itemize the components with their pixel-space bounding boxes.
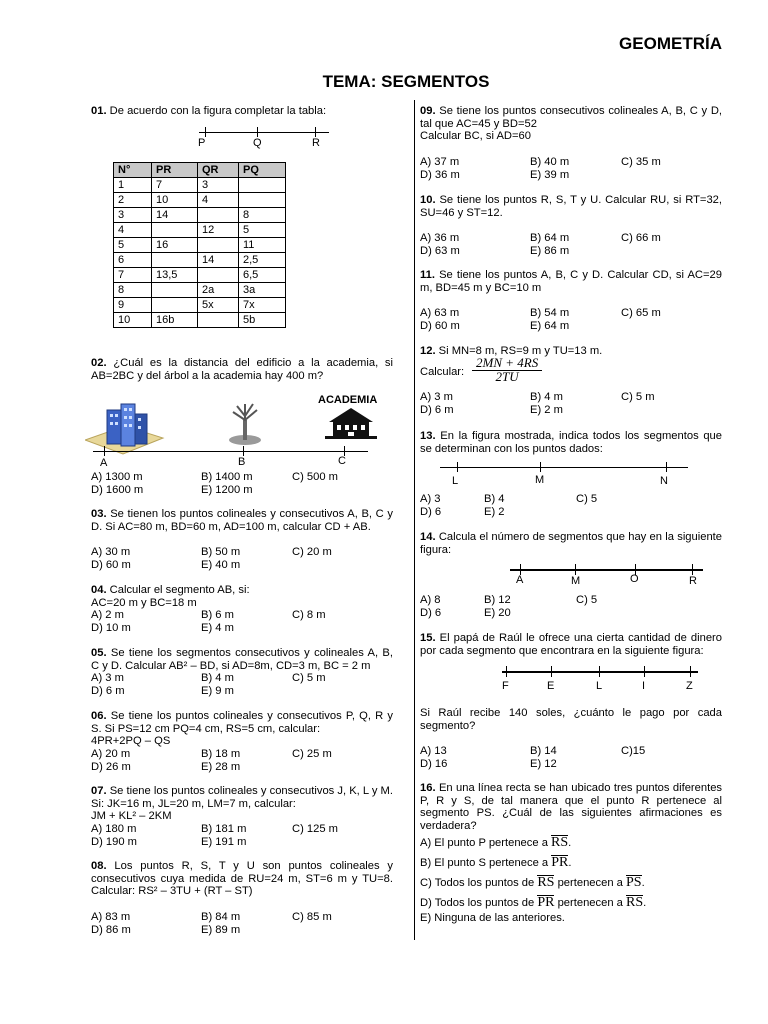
table-cell[interactable] [152,253,198,268]
option[interactable]: D) 36 m [420,169,460,181]
option[interactable]: D) 16 [420,758,448,770]
table-row [114,238,286,253]
question-06 [91,710,393,748]
option[interactable]: E) 191 m [201,836,247,848]
question-15 [420,632,722,657]
table-cell: 9 [114,298,152,313]
question-text: Se tiene los puntos R, S, T y U. Calcular RU, si RT=32, SU=46 y ST=12. [420,194,723,219]
option[interactable]: E) 40 m [201,559,241,571]
question-number: 12. [420,345,436,357]
table-header: N° [114,163,152,178]
option-text: B) El punto S pertenece a [420,857,549,869]
tick-a [104,446,105,456]
table-cell: 16b [152,313,198,328]
question-number: 11. [420,269,435,281]
question-number: 07. [91,785,107,797]
table-cell: 2 [114,193,152,208]
option-c[interactable] [420,875,645,890]
table-cell: 2,5 [239,253,286,268]
option[interactable]: E) 12 [530,758,557,770]
table-header: PR [152,163,198,178]
option[interactable]: A) 83 m [91,911,131,923]
table-cell[interactable] [198,208,239,223]
option[interactable]: E) 2 m [530,404,563,416]
option[interactable]: D) 190 m [91,836,138,848]
segment-line-pqr [199,132,329,133]
tick-e [551,666,552,677]
table-header: QR [198,163,239,178]
question-text: Se tiene los puntos colineales y consecutivos P, Q, R y S. Si PS=12 cm PQ=4 cm, RS=5 cm, calcular: [91,710,394,735]
option[interactable]: C) 85 m [292,911,332,923]
table-row [114,178,286,193]
table-row [114,193,286,208]
option-e[interactable]: E) Ninguna de las anteriores. [420,912,565,924]
building-illustration [85,398,165,458]
option[interactable]: B) 1400 m [201,471,253,483]
question-text: ¿Cuál es la distancia del edificio a la academia, si AB=2BC y del árbol a la academia hay 400 m? [91,357,394,382]
table-cell[interactable] [198,313,239,328]
option[interactable]: E) 28 m [201,761,241,773]
academia-label: ACADEMIA [318,394,378,406]
table-cell: 6,5 [239,268,286,283]
question-number: 16. [420,782,436,794]
table-cell: 4 [198,193,239,208]
option[interactable]: D) 1600 m [91,484,144,496]
point-label: N [660,475,668,487]
tick-p [205,127,206,137]
calc-label: Calcular: [420,366,465,378]
option[interactable]: D) 60 m [420,320,460,332]
question-number: 14. [420,531,436,543]
question-15-followup [420,707,722,732]
option-text: A) El punto P pertenece a [420,837,548,849]
option[interactable]: A) 180 m [91,823,137,835]
point-label: P [198,137,206,149]
table-row [114,223,286,238]
fraction-denominator: 2TU [495,368,519,384]
option[interactable]: C) 125 m [292,823,339,835]
table-cell: 11 [239,238,286,253]
question-text: Se tiene los segmentos consecutivos y colineales A, B, C y D. Calcular AB² – BD, si AD=8m, CD=3 m, BC = 2 m [91,647,393,672]
option[interactable]: D) 86 m [91,924,131,936]
option[interactable]: B) 181 m [201,823,247,835]
table-cell: 3 [198,178,239,193]
option[interactable]: C) 8 m [292,609,326,621]
table-cell: 3a [239,283,286,298]
table-header: PQ [239,163,286,178]
option[interactable]: C) 66 m [621,232,661,244]
tick-m [575,564,576,575]
option[interactable]: A) 13 [420,745,447,757]
table-row [114,253,286,268]
option[interactable]: C) 500 m [292,471,339,483]
option[interactable]: E) 4 m [201,622,234,634]
point-label: M [571,575,581,587]
question-text: Calcular BC, si AD=60 [420,130,531,142]
table-cell[interactable] [239,193,286,208]
question-number: 01. [91,105,107,117]
segment-line-feliz [502,671,698,673]
question-text: 4PR+2PQ – QS [91,735,171,747]
segment-notation: PR [551,855,569,870]
question-number: 10. [420,194,436,206]
table-row [114,313,286,328]
column-divider [414,100,415,940]
option[interactable]: E) 1200 m [201,484,253,496]
table-cell: 10 [152,193,198,208]
segment-line-lmn [440,467,688,468]
option-text: pertenecen a [557,877,623,889]
option-text: . [568,837,572,849]
question-09 [420,105,722,143]
segment-notation: RS [626,895,644,910]
table-cell: 2a [198,283,239,298]
point-label: F [502,680,509,692]
option[interactable]: B) 40 m [530,156,570,168]
table-cell[interactable] [152,298,198,313]
question-text: Se tiene los puntos colineales y consecutivos J, K, L y M. Si: JK=16 m, JL=20 m, LM=7 m, calcular: [91,785,393,810]
option-text: C) Todos los puntos de [420,877,535,889]
question-16 [420,782,722,832]
option[interactable]: E) 64 m [530,320,570,332]
segment-notation: RS [551,835,569,850]
question-number: 06. [91,710,107,722]
tick-l [599,666,600,677]
question-text: El papá de Raúl le ofrece una cierta cantidad de dinero por cada segmento que encontrara en la siguiente figura: [420,632,722,657]
tick-r [692,564,693,575]
tree-illustration [225,402,265,446]
question-07 [91,785,393,823]
point-label: L [596,680,603,692]
option[interactable]: C) 5 m [621,391,655,403]
option-b[interactable] [420,855,571,870]
question-number: 09. [420,105,436,117]
segments-table [113,162,286,328]
segment-notation: PR [537,895,555,910]
option[interactable]: B) 4 [484,493,505,505]
question-01 [91,105,393,118]
table-cell: 1 [114,178,152,193]
point-label: A [516,574,524,586]
question-text: Si Raúl recibe 140 soles, ¿cuánto le pago por cada segmento? [420,707,722,732]
option[interactable]: B) 12 [484,594,511,606]
fraction-numerator: 2MN + 4RS [472,357,542,371]
option[interactable]: B) 18 m [201,748,241,760]
page-title: TEMA: SEGMENTOS [322,72,490,91]
question-04 [91,584,393,609]
option[interactable]: C)15 [621,745,646,757]
segment-notation: RS [537,875,555,890]
option[interactable]: A) 30 m [91,546,131,558]
segment-notation: PS [626,875,642,890]
question-14 [420,531,722,556]
option[interactable]: B) 6 m [201,609,234,621]
question-text: Se tienen los puntos colineales y consecutivos A, B, C y D. Si AC=80 m, BD=60 m, AD=100 m, calcular CD + AB. [91,508,393,533]
option[interactable]: A) 1300 m [91,471,143,483]
tick-m [540,462,541,472]
table-cell: 14 [152,208,198,223]
point-label: R [689,575,697,587]
option[interactable]: C) 5 m [292,672,326,684]
option-text: . [643,897,647,909]
question-text: Calcula el número de segmentos que hay en la siguiente figura: [420,531,723,556]
question-11 [420,269,722,294]
point-label: Z [686,680,693,692]
option[interactable]: B) 54 m [530,307,570,319]
tick-q [257,127,258,137]
table-cell: 16 [152,238,198,253]
option[interactable]: E) 20 [484,607,511,619]
option[interactable]: A) 3 m [91,672,124,684]
question-text: AC=20 m y BC=18 m [91,596,197,609]
question-text: Los puntos R, S, T y U son puntos colineales y consecutivos cuya medida de RU=24 m, ST=6 m y TU=8. Calcular: RS² – 3TU + (RT – ST) [91,860,394,897]
table-cell[interactable] [198,238,239,253]
question-05 [91,647,393,672]
table-cell: 5b [239,313,286,328]
point-label: E [547,680,555,692]
question-number: 05. [91,647,107,659]
question-text: En la figura mostrada, indica todos los segmentos que se determinan con los puntos dados: [420,430,722,455]
question-number: 13. [420,430,436,442]
table-cell: 5 [239,223,286,238]
tick-l [457,462,458,472]
option[interactable]: D) 60 m [91,559,131,571]
option[interactable]: A) 3 [420,493,441,505]
option[interactable]: A) 8 [420,594,441,606]
table-cell: 8 [239,208,286,223]
point-label: B [238,456,246,468]
option[interactable]: B) 64 m [530,232,570,244]
question-text: De acuerdo con la figura completar la tabla: [109,105,327,117]
option-text: . [568,857,572,869]
table-row [114,208,286,223]
tick-z [690,666,691,677]
table-cell: 7 [114,268,152,283]
segment-line-amor [510,569,703,571]
option[interactable]: C) 35 m [621,156,661,168]
question-text: En una línea recta se han ubicado tres puntos diferentes P, R y S, de tal manera que el punto R pertenece al segmento PS. ¿Cuál de las siguientes afirmaciones es verdadera? [420,782,723,832]
question-number: 04. [91,584,107,596]
table-cell: 7 [152,178,198,193]
option[interactable]: B) 4 m [201,672,234,684]
point-label: R [312,137,320,149]
question-10 [420,194,722,219]
table-cell: 6 [114,253,152,268]
option[interactable]: E) 9 m [201,685,234,697]
option[interactable]: D) 63 m [420,245,460,257]
option[interactable]: A) 20 m [91,748,131,760]
tick-i [644,666,645,677]
table-row [114,298,286,313]
point-label: Q [253,137,262,149]
table-cell: 5 [114,238,152,253]
question-03 [91,508,393,533]
question-13 [420,430,722,455]
option[interactable]: C) 65 m [621,307,661,319]
table-cell: 13,5 [152,268,198,283]
table-cell: 10 [114,313,152,328]
table-cell[interactable] [198,268,239,283]
option[interactable]: D) 26 m [91,761,131,773]
option[interactable]: D) 6 [420,607,442,619]
option[interactable]: D) 6 [420,506,442,518]
option[interactable]: B) 84 m [201,911,241,923]
question-text: Calcular el segmento AB, si: [109,584,250,596]
table-cell: 5x [198,298,239,313]
table-cell: 12 [198,223,239,238]
option[interactable]: B) 50 m [201,546,241,558]
option[interactable]: A) 3 m [420,391,453,403]
tick-n [666,462,667,472]
option-d[interactable] [420,895,646,910]
point-label: M [535,474,545,486]
option[interactable]: C) 5 [576,493,598,505]
option[interactable]: E) 39 m [530,169,570,181]
question-12 [420,345,722,358]
table-cell: 14 [198,253,239,268]
option[interactable]: D) 6 m [420,404,454,416]
option[interactable]: D) 6 m [91,685,125,697]
option[interactable]: A) 2 m [91,609,124,621]
point-label: I [642,680,646,692]
calc-line [420,366,722,379]
option[interactable]: C) 20 m [292,546,332,558]
option-a[interactable] [420,835,571,850]
table-cell[interactable] [152,283,198,298]
table-cell: 7x [239,298,286,313]
question-text: JM + KL² – 2KM [91,810,172,822]
point-label: C [338,455,346,467]
table-row [114,283,286,298]
academia-house-illustration [323,408,379,442]
option-text: . [641,877,645,889]
tick-f [506,666,507,677]
question-text: Se tiene los puntos consecutivos colineales A, B, C y D, tal que AC=45 y BD=52 [420,105,723,130]
question-02 [91,357,393,382]
question-08 [91,860,393,898]
option[interactable]: B) 14 [530,745,557,757]
point-label: L [452,475,459,487]
option[interactable]: A) 36 m [420,232,460,244]
question-number: 08. [91,860,107,872]
option[interactable]: A) 63 m [420,307,460,319]
option[interactable]: C) 5 [576,594,598,606]
option[interactable]: C) 25 m [292,748,332,760]
segment-line-abc [93,451,368,452]
table-cell: 3 [114,208,152,223]
table-cell: 8 [114,283,152,298]
point-label: A [100,457,108,469]
point-label: O [630,573,639,585]
table-cell: 4 [114,223,152,238]
table-cell[interactable] [239,178,286,193]
question-text: Se tiene los puntos A, B, C y D. Calcular CD, si AC=29 m, BD=45 m y BC=10 m [420,269,722,294]
question-number: 02. [91,357,107,369]
option[interactable]: E) 2 [484,506,505,518]
question-number: 03. [91,508,107,520]
question-text: Si MN=8 m, RS=9 m y TU=13 m. [438,345,603,357]
tick-r [315,127,316,137]
option[interactable]: E) 89 m [201,924,241,936]
option[interactable]: A) 37 m [420,156,460,168]
option-text: pertenecen a [557,897,623,909]
table-row [114,268,286,283]
fraction [472,357,542,383]
tick-b [243,446,244,456]
option-text: D) Todos los puntos de [420,897,535,909]
option[interactable]: B) 4 m [530,391,563,403]
table-cell[interactable] [152,223,198,238]
option[interactable]: E) 86 m [530,245,570,257]
option[interactable]: D) 10 m [91,622,131,634]
question-number: 15. [420,632,436,644]
subject-header: GEOMETRÍA [619,34,722,53]
